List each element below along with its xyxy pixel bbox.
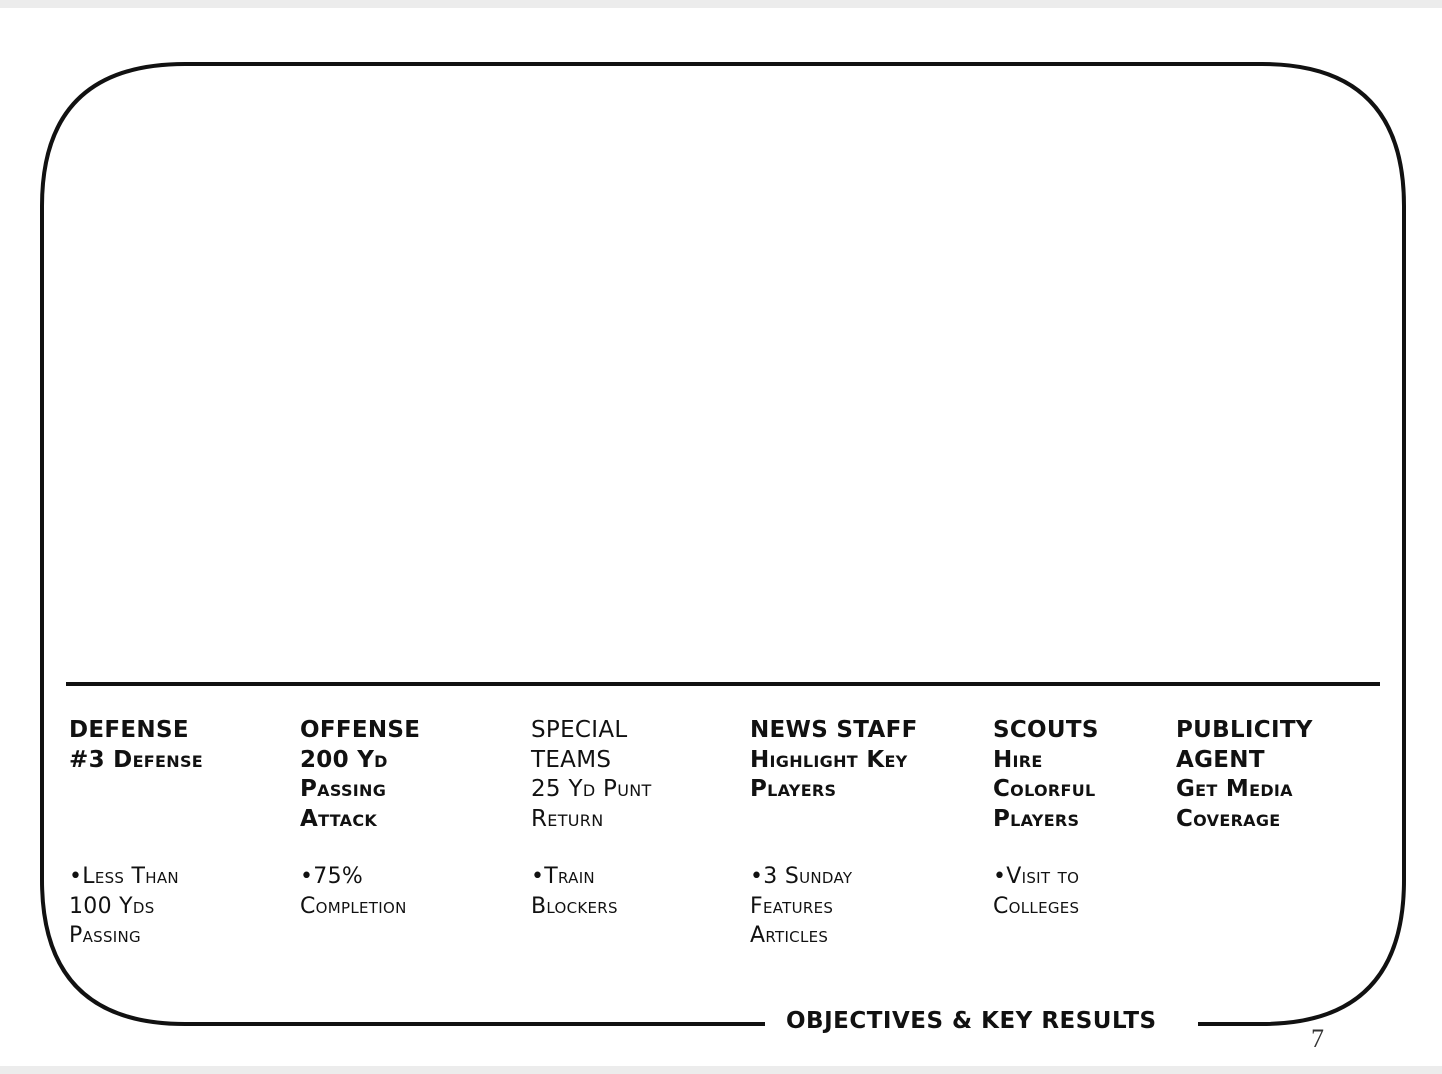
- column-special-teams: [531, 716, 652, 919]
- objective-defense: DEFENSE #3 Defense: [69, 717, 204, 773]
- objective-news-staff: NEWS STAFF Highlight Key Players: [750, 717, 918, 802]
- footer-title: OBJECTIVES & KEY RESULTS: [786, 1008, 1157, 1034]
- objective-special-teams: SPECIAL TEAMS 25 Yd Punt Return: [531, 717, 652, 832]
- key-result-offense: •75% Completion: [300, 864, 407, 919]
- key-result-news-staff: •3 Sunday Features Articles: [750, 864, 853, 948]
- section-divider: [66, 682, 1380, 686]
- key-result-special-teams: •Train Blockers: [531, 864, 618, 919]
- key-result-defense: •Less Than 100 Yds Passing: [69, 864, 179, 948]
- column-offense: [300, 716, 421, 919]
- column-scouts: [993, 716, 1099, 919]
- objective-scouts: SCOUTS Hire Colorful Players: [993, 717, 1099, 832]
- objective-publicity-agent: PUBLICITY AGENT Get Media Coverage: [1176, 717, 1313, 832]
- page-number: 7: [1311, 1024, 1324, 1053]
- objective-offense: OFFENSE 200 Yd Passing Attack: [300, 717, 421, 832]
- column-defense: [69, 716, 204, 948]
- page-bottom-edge: [0, 1066, 1442, 1074]
- column-news-staff: [750, 716, 918, 948]
- key-result-scouts: •Visit to Colleges: [993, 864, 1080, 919]
- rounded-border: [42, 64, 1404, 1024]
- column-publicity-agent: [1176, 716, 1313, 834]
